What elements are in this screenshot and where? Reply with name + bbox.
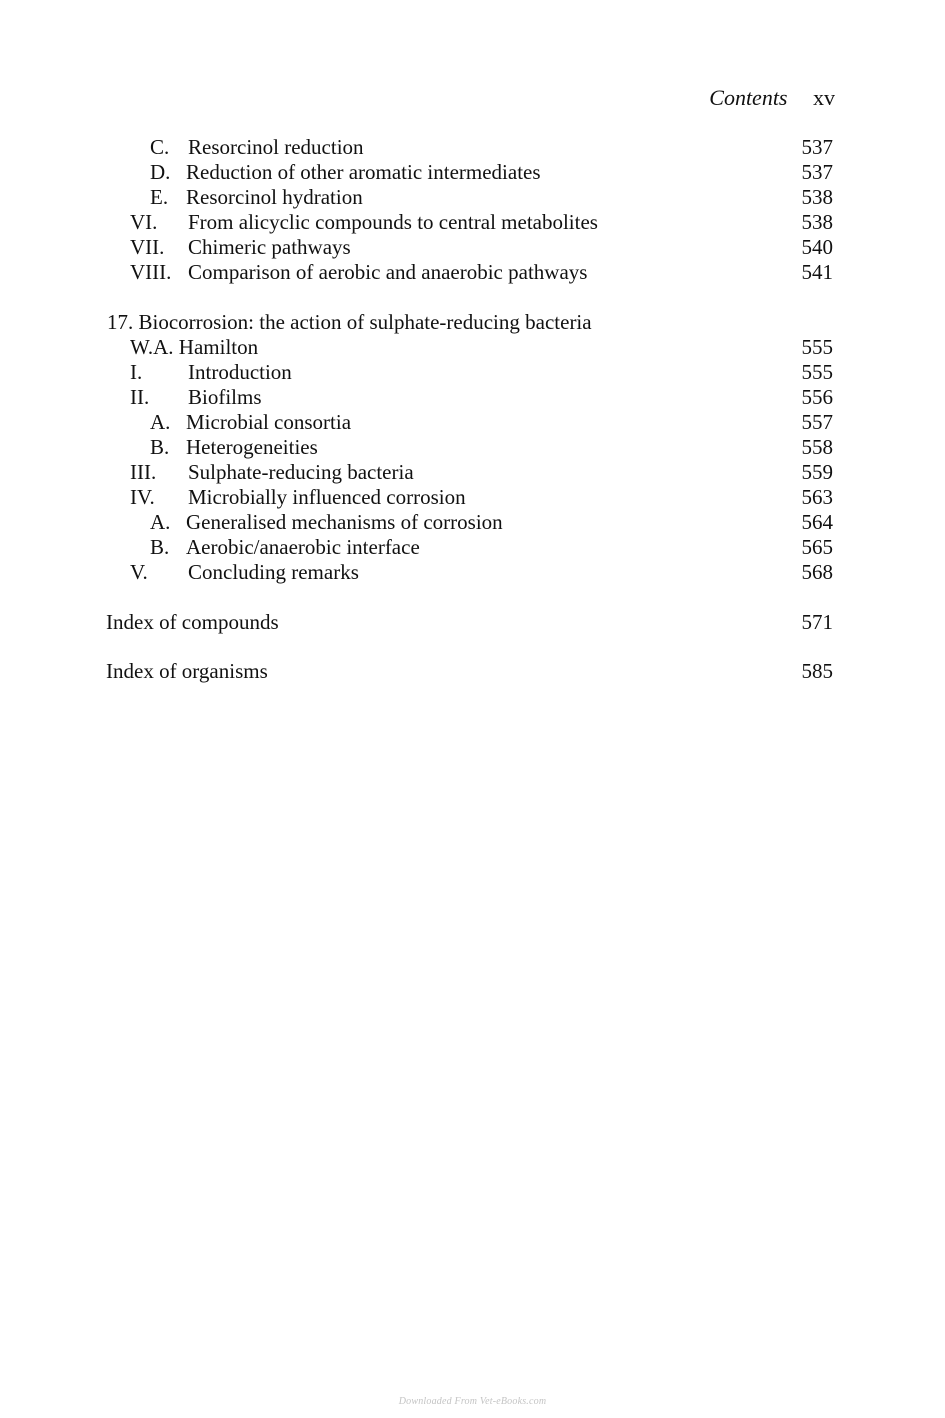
index-title: Index of organisms xyxy=(106,659,268,683)
toc-entry-title: Concluding remarks xyxy=(188,560,359,584)
toc-entry xyxy=(0,135,945,160)
toc-entry-number: A. xyxy=(150,510,171,534)
toc-entry xyxy=(0,235,945,260)
toc-entry xyxy=(0,535,945,560)
toc-entry-title: Introduction xyxy=(188,360,292,384)
toc-entry-title: Comparison of aerobic and anaerobic pathways xyxy=(188,260,588,284)
toc-entry-number: D. xyxy=(150,160,171,184)
toc-entry-page: 537 xyxy=(801,160,833,184)
toc-entry-page: 557 xyxy=(801,410,833,434)
toc-entry-page: 571 xyxy=(801,610,833,634)
toc-entry xyxy=(0,435,945,460)
toc-entry xyxy=(0,460,945,485)
running-head-page-numeral: xv xyxy=(813,85,835,110)
toc-entry-number: V. xyxy=(130,560,148,584)
toc-index-entry xyxy=(0,610,945,635)
toc-entry xyxy=(0,560,945,585)
toc-entry xyxy=(0,160,945,185)
toc-entry-page: 540 xyxy=(801,235,833,259)
toc-entry-title: Microbially influenced corrosion xyxy=(188,485,466,509)
toc-entry-number: III. xyxy=(130,460,157,484)
toc-entry-title: Reduction of other aromatic intermediates xyxy=(186,160,541,184)
toc-entry-page: 563 xyxy=(801,485,833,509)
toc-entry-number: II. xyxy=(130,385,150,409)
toc-entry-page: 585 xyxy=(801,659,833,683)
index-title: Index of compounds xyxy=(106,610,279,634)
toc-entry-number: E. xyxy=(150,185,169,209)
toc-entry-page: 568 xyxy=(801,560,833,584)
chapter-heading xyxy=(0,310,945,335)
toc-entry-number: VIII. xyxy=(130,260,172,284)
toc-entry-page: 555 xyxy=(801,360,833,384)
toc-index-entry xyxy=(0,659,945,684)
toc-entry-page: 537 xyxy=(801,135,833,159)
toc-entry xyxy=(0,185,945,210)
toc-entry-title: Resorcinol hydration xyxy=(186,185,363,209)
toc-entry xyxy=(0,360,945,385)
toc-entry xyxy=(0,260,945,285)
toc-entry-number: A. xyxy=(150,410,171,434)
toc-entry-page: 564 xyxy=(801,510,833,534)
toc-entry-title: Sulphate-reducing bacteria xyxy=(188,460,414,484)
toc-entry-page: 565 xyxy=(801,535,833,559)
toc-entry xyxy=(0,510,945,535)
toc-entry-title: From alicyclic compounds to central metabolites xyxy=(188,210,598,234)
toc-entry-number: VI. xyxy=(130,210,158,234)
toc-entry xyxy=(0,410,945,435)
toc-entry-page: 556 xyxy=(801,385,833,409)
toc-entry-page: 541 xyxy=(801,260,833,284)
toc-entry xyxy=(0,385,945,410)
toc-entry-author xyxy=(0,335,945,360)
toc-entry-page: 555 xyxy=(801,335,833,359)
toc-entry-title: Chimeric pathways xyxy=(188,235,351,259)
toc-entry xyxy=(0,485,945,510)
toc-entry-title: Biofilms xyxy=(188,385,262,409)
chapter-title: 17. Biocorrosion: the action of sulphate-reducing bacteria xyxy=(107,310,592,334)
toc-entry-number: B. xyxy=(150,535,170,559)
toc-entry-title: Aerobic/anaerobic interface xyxy=(186,535,420,559)
toc-entry-number: C. xyxy=(150,135,170,159)
running-head-title: Contents xyxy=(709,85,788,110)
toc-entry-page: 538 xyxy=(801,185,833,209)
toc-entry-number: B. xyxy=(150,435,170,459)
running-head xyxy=(709,84,835,112)
toc-entry-title: Microbial consortia xyxy=(186,410,352,434)
toc-entry-title: Resorcinol reduction xyxy=(188,135,364,159)
toc-entry-page: 558 xyxy=(801,435,833,459)
toc-entry-title: Generalised mechanisms of corrosion xyxy=(186,510,503,534)
toc-entry-number: I. xyxy=(130,360,143,384)
download-watermark: Downloaded From Vet-eBooks.com xyxy=(398,1396,547,1407)
toc-entry-page: 559 xyxy=(801,460,833,484)
chapter-author: W.A. Hamilton xyxy=(130,335,259,359)
toc-entry-number: VII. xyxy=(130,235,165,259)
toc-entry xyxy=(0,210,945,235)
toc-entry-title: Heterogeneities xyxy=(186,435,318,459)
toc-entry-number: IV. xyxy=(130,485,155,509)
toc-entry-page: 538 xyxy=(801,210,833,234)
